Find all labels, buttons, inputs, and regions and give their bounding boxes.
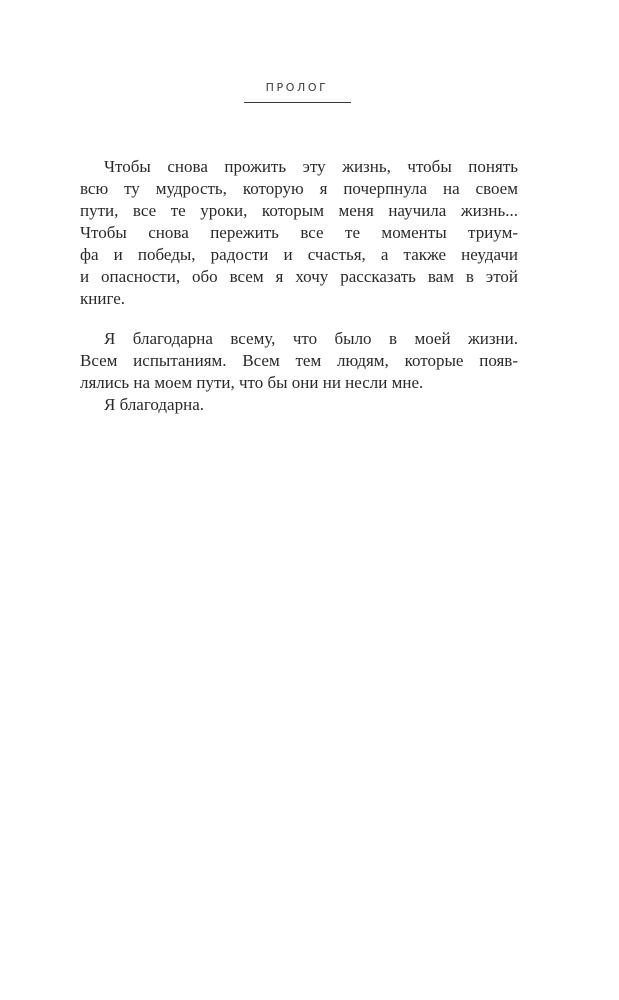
paragraph-2 — [80, 328, 518, 394]
paragraph-3 — [80, 394, 518, 416]
text-line: Всем испытаниям. Всем тем людям, которые появ- — [80, 351, 518, 370]
heading-underline — [244, 102, 351, 103]
text-line: пути, все те уроки, которым меня научила жизнь... — [80, 201, 518, 220]
chapter-heading: ПРОЛОГ — [265, 81, 329, 94]
paragraph-1 — [80, 156, 518, 310]
text-line: фа и победы, радости и счастья, а также неудачи — [80, 245, 518, 264]
text-line: и опасности, обо всем я хочу рассказать вам в этой — [80, 267, 518, 286]
text-line: всю ту мудрость, которую я почерпнула на своем — [80, 179, 518, 198]
text-line: Чтобы снова пережить все те моменты триум- — [80, 223, 518, 242]
text-line: Я благодарна всему, что было в моей жизни. — [104, 329, 518, 348]
text-line: книге. — [80, 289, 125, 308]
text-line: лялись на моем пути, что бы они ни несли мне. — [80, 373, 424, 392]
text-line: Я благодарна. — [104, 395, 204, 414]
text-line: Чтобы снова прожить эту жизнь, чтобы понять — [104, 157, 518, 176]
